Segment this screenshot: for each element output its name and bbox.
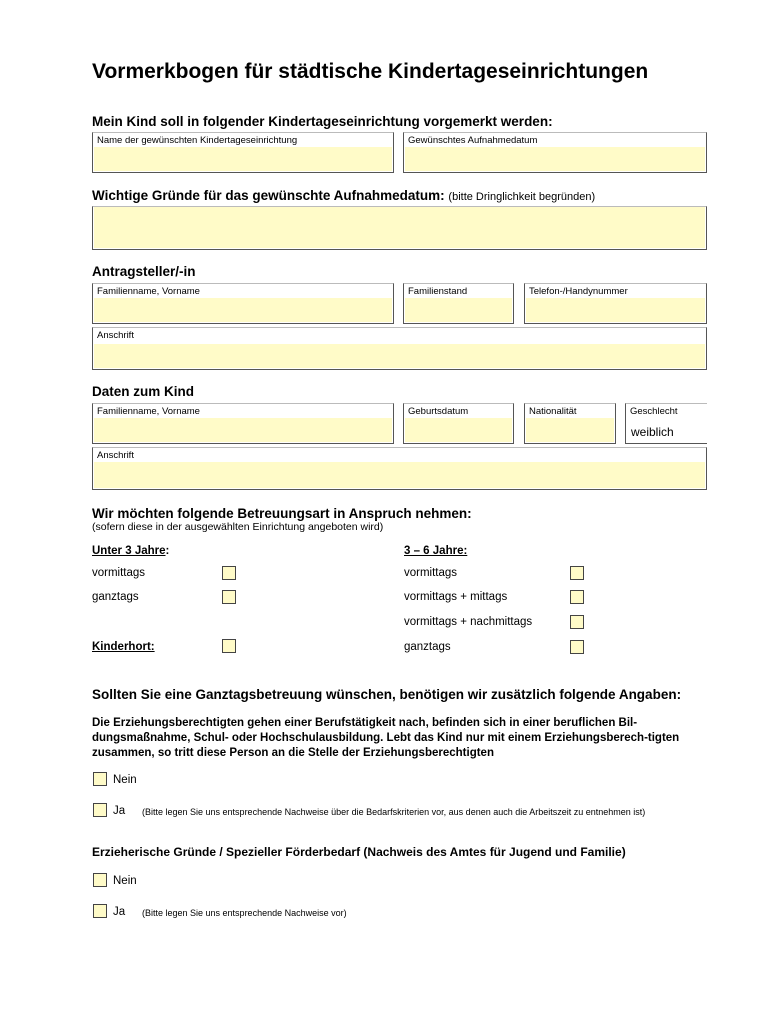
child-name-field[interactable] — [92, 403, 394, 444]
section-facility-heading: Mein Kind soll in folgender Kindertageseinrichtung vorgemerkt werden: — [92, 114, 553, 129]
fullday-yes-note: (Bitte legen Sie uns entsprechende Nachweise über die Bedarfskriterien vor, aus denen auch die Arbeitszeit zu entnehmen ist) — [142, 807, 646, 817]
reasons-heading — [92, 188, 595, 203]
hort-label: Kinderhort: — [92, 641, 155, 653]
educational-heading: Erzieherische Gründe / Spezieller Förderbedarf (Nachweis des Amtes für Jugend und Familie) — [92, 845, 626, 859]
applicant-name-label: Familienname, Vorname — [97, 286, 200, 297]
child-nationality-label: Nationalität — [529, 406, 577, 417]
fullday-question: Die Erziehungsberechtigten gehen einer Berufstätigkeit nach, befinden sich in einer beruflichen Bil-dungsmaßnahme, Schul- oder Hochschulausbildung. Lebt das Kind nur mit einem Erziehungsberech-tigten zusammen, so tritt diese Person an die Stelle der Erziehungsberechtigten — [92, 717, 680, 759]
child-gender-label: Geschlecht — [630, 406, 678, 417]
under3-option-morning: vormittags — [92, 567, 146, 579]
under3-morning-checkbox[interactable] — [222, 566, 236, 580]
admission-date-field[interactable] — [403, 132, 707, 173]
child-name-label: Familienname, Vorname — [97, 406, 200, 417]
care-heading: Wir möchten folgende Betreuungsart in Anspruch nehmen: — [92, 506, 472, 521]
age36-heading: 3 – 6 Jahre: — [404, 545, 468, 557]
age36-option-morning: vormittags — [404, 567, 458, 579]
child-gender-value: weiblich — [631, 425, 674, 439]
applicant-heading: Antragsteller/-in — [92, 264, 196, 279]
age36-fullday-checkbox[interactable] — [570, 640, 584, 654]
fullday-no-checkbox[interactable] — [93, 772, 107, 786]
under3-fullday-checkbox[interactable] — [222, 590, 236, 604]
fullday-no-label: Nein — [113, 774, 137, 786]
educational-yes-label: Ja — [113, 906, 126, 918]
fullday-yes-checkbox[interactable] — [93, 803, 107, 817]
page-title: Vormerkbogen für städtische Kindertageseinrichtungen — [92, 60, 649, 83]
facility-name-label: Name der gewünschten Kindertageseinrichtung — [97, 135, 298, 146]
child-address-field[interactable] — [92, 447, 707, 490]
applicant-name-field[interactable] — [92, 283, 394, 324]
hort-checkbox[interactable] — [222, 639, 236, 653]
age36-morning-afternoon-checkbox[interactable] — [570, 615, 584, 629]
admission-date-label: Gewünschtes Aufnahmedatum — [408, 135, 538, 146]
under3-option-fullday: ganztags — [92, 591, 139, 603]
age36-morning-noon-checkbox[interactable] — [570, 590, 584, 604]
educational-no-checkbox[interactable] — [93, 873, 107, 887]
age36-option-morning-noon: vormittags + mittags — [404, 591, 508, 603]
child-address-label: Anschrift — [97, 450, 134, 461]
care-subheading: (sofern diese in der ausgewählten Einrichtung angeboten wird) — [92, 521, 384, 533]
applicant-phone-field[interactable] — [524, 283, 707, 324]
under3-label: Unter 3 Jahre — [92, 545, 166, 557]
educational-no-label: Nein — [113, 875, 137, 887]
under3-heading — [92, 545, 169, 557]
applicant-address-field[interactable] — [92, 327, 707, 370]
under3-colon: : — [165, 545, 170, 557]
educational-yes-note: (Bitte legen Sie uns entsprechende Nachweise vor) — [142, 908, 347, 918]
child-birthdate-field[interactable] — [403, 403, 514, 444]
applicant-status-label: Familienstand — [408, 286, 468, 297]
child-gender-field[interactable] — [625, 403, 707, 444]
applicant-phone-label: Telefon-/Handynummer — [529, 286, 628, 297]
child-nationality-field[interactable] — [524, 403, 616, 444]
reasons-heading-text: Wichtige Gründe für das gewünschte Aufnahmedatum: — [92, 188, 445, 203]
fullday-yes-label: Ja — [113, 805, 126, 817]
educational-yes-checkbox[interactable] — [93, 904, 107, 918]
child-birthdate-label: Geburtsdatum — [408, 406, 469, 417]
facility-name-field[interactable] — [92, 132, 394, 173]
applicant-address-label: Anschrift — [97, 330, 134, 341]
age36-option-morning-afternoon: vormittags + nachmittags — [404, 616, 533, 628]
age36-morning-checkbox[interactable] — [570, 566, 584, 580]
age36-option-fullday: ganztags — [404, 641, 451, 653]
reasons-note: (bitte Dringlichkeit begründen) — [448, 191, 596, 203]
applicant-status-field[interactable] — [403, 283, 514, 324]
fullday-heading: Sollten Sie eine Ganztagsbetreuung wünschen, benötigen wir zusätzlich folgende Angaben: — [92, 687, 682, 702]
child-heading: Daten zum Kind — [92, 384, 195, 399]
reasons-field[interactable] — [92, 206, 707, 250]
